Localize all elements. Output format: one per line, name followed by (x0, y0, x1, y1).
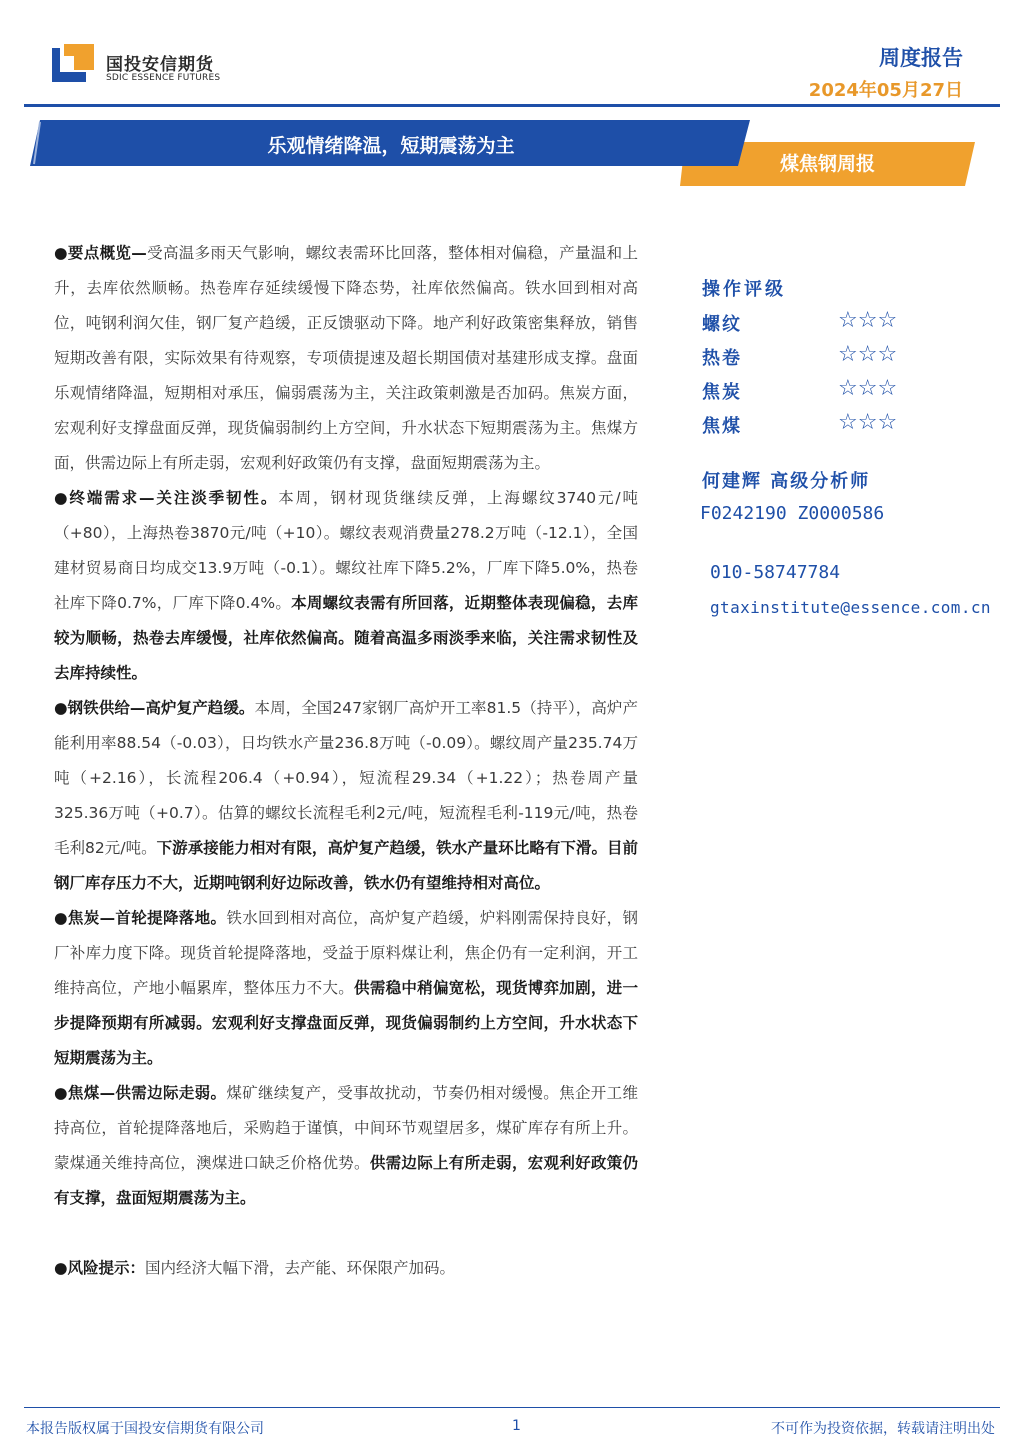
section-coke (54, 901, 638, 1076)
section-heading: ●要点概览— (54, 244, 147, 262)
section-coking-coal (54, 1076, 638, 1216)
rating-title: 操作评级 (702, 279, 786, 300)
risk-body: 国内经济大幅下滑，去产能、环保限产加码。 (145, 1259, 456, 1277)
analyst-certificate: F0242190 Z0000586 (700, 503, 885, 524)
star-icon: ☆☆☆ (838, 342, 898, 367)
company-logo-icon (52, 42, 96, 82)
section-demand (54, 481, 638, 691)
report-date: 2024年05月27日 (808, 80, 963, 101)
footer-disclaimer: 不可作为投资依据，转载请注明出处 (771, 1421, 995, 1437)
section-heading: ●焦炭—首轮提降落地。 (54, 909, 227, 927)
contact-phone: 010-58747784 (710, 562, 841, 583)
section-heading: ●钢铁供给—高炉复产趋缓。 (54, 699, 255, 717)
risk-warning (54, 1251, 638, 1286)
rating-row (702, 310, 922, 340)
rating-row (702, 378, 922, 408)
section-heading: ●焦煤—供需边际走弱。 (54, 1084, 227, 1102)
section-supply (54, 691, 638, 901)
contact-email[interactable]: gtaxinstitute@essence.com.cn (710, 598, 991, 617)
section-emphasis: 下游承接能力相对有限，高炉复产趋缓，铁水产量环比略有下滑。目前钢厂库存压力不大，近期吨钢利好边际改善，铁水仍有望维持相对高位。 (54, 839, 638, 892)
risk-heading: ●风险提示： (54, 1259, 146, 1277)
rating-product: 焦煤 (702, 416, 742, 437)
section-emphasis: 供需边际上有所走弱，宏观利好政策仍有支撑，盘面短期震荡为主。 (54, 1154, 638, 1207)
report-title: 乐观情绪降温，短期震荡为主 (267, 135, 515, 157)
section-heading: ●终端需求—关注淡季韧性。 (54, 489, 279, 507)
section-emphasis: 供需稳中稍偏宽松，现货博弈加剧，进一步提降预期有所减弱。宏观利好支撑盘面反弹，现货偏弱制约上方空间，升水状态下短期震荡为主。 (54, 979, 638, 1067)
section-emphasis: 本周螺纹表需有所回落，近期整体表现偏稳，去库较为顺畅，热卷去库缓慢，社库依然偏高。随着高温多雨淡季来临，关注需求韧性及去库持续性。 (54, 594, 638, 682)
section-body: 铁水回到相对高位，高炉复产趋缓，炉料刚需保持良好，钢厂补库力度下降。现货首轮提降落地，受益于原料煤让利，焦企仍有一定利润，开工维持高位，产地小幅累库，整体压力不大。 (54, 909, 638, 997)
footer-copyright: 本报告版权属于国投安信期货有限公司 (26, 1421, 264, 1437)
rating-product: 热卷 (702, 348, 742, 369)
report-series-tag: 煤焦钢周报 (779, 153, 875, 175)
report-type: 周度报告 (879, 46, 963, 70)
main-content (54, 236, 638, 1286)
page-number: 1 (512, 1418, 521, 1434)
rating-row (702, 412, 922, 442)
header-divider (24, 104, 1000, 107)
star-icon: ☆☆☆ (838, 410, 898, 435)
logo-text-cn: 国投安信期货 (106, 55, 214, 75)
logo-text-en: SDIC ESSENCE FUTURES (106, 73, 221, 83)
rating-product: 焦炭 (702, 382, 742, 403)
section-body: 煤矿继续复产，受事故扰动，节奏仍相对缓慢。焦企开工维持高位，首轮提降落地后，采购趋于谨慎，中间环节观望居多，煤矿库存有所上升。蒙煤通关维持高位，澳煤进口缺乏价格优势。 (54, 1084, 638, 1172)
analyst-name: 何建辉 高级分析师 (702, 471, 871, 492)
rating-product: 螺纹 (702, 314, 742, 335)
rating-row (702, 344, 922, 374)
section-body: 本周，全国247家钢厂高炉开工率81.5（持平），高炉产能利用率88.54（-0.03），日均铁水产量236.8万吨（-0.09）。螺纹周产量235.74万吨（+2.16），长流程206.4（+0.94），短流程29.34（+1.22）；热卷周产量325.36万吨（+0.7）。估算的螺纹长流程毛利2元/吨，短流程毛利-119元/吨，热卷毛利82元/吨。 (54, 699, 638, 857)
section-body: 本周，钢材现货继续反弹，上海螺纹3740元/吨（+80），上海热卷3870元/吨（+10）。螺纹表观消费量278.2万吨（-12.1），全国建材贸易商日均成交13.9万吨（-0.1）。螺纹社库下降5.2%，厂库下降5.0%，热卷社库下降0.7%，厂库下降0.4%。 (54, 489, 639, 612)
star-icon: ☆☆☆ (838, 376, 898, 401)
star-icon: ☆☆☆ (838, 308, 898, 333)
section-body: 受高温多雨天气影响，螺纹表需环比回落，整体相对偏稳，产量温和上升，去库依然顺畅。热卷库存延续缓慢下降态势，社库依然偏高。铁水回到相对高位，吨钢利润欠佳，钢厂复产趋缓，正反馈驱动下降。地产利好政策密集释放，销售短期改善有限，实际效果有待观察，专项债提速及超长期国债对基建形成支撑。盘面乐观情绪降温，短期相对承压，偏弱震荡为主，关注政策刺激是否加码。焦炭方面，宏观利好支撑盘面反弹，现货偏弱制约上方空间，升水状态下短期震荡为主。焦煤方面，供需边际上有所走弱，宏观利好政策仍有支撑，盘面短期震荡为主。 (54, 244, 638, 472)
footer-divider (24, 1407, 1000, 1408)
section-overview (54, 236, 638, 481)
